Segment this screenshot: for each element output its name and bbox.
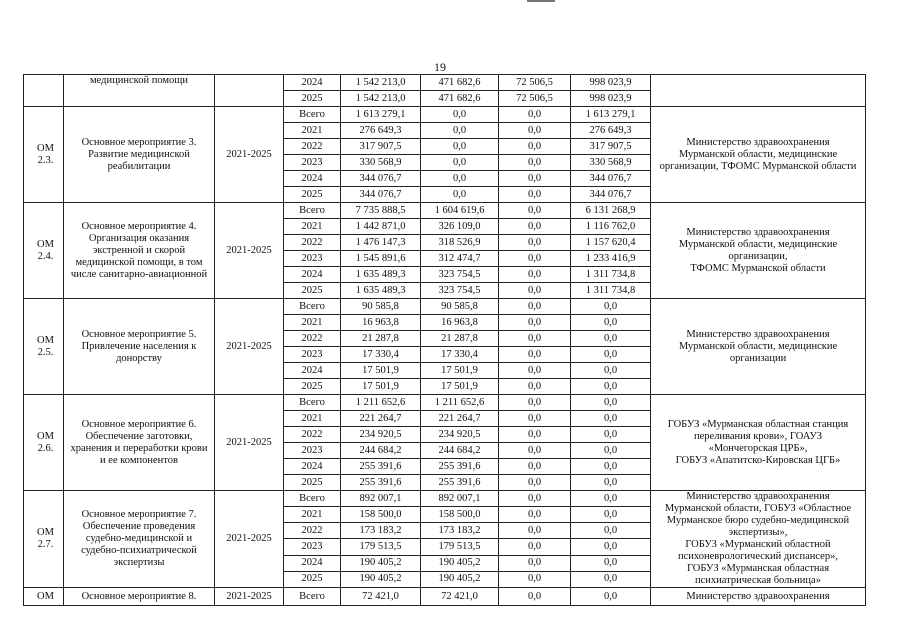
regional-cell: 0,0 [499, 315, 571, 331]
regional-cell: 0,0 [499, 427, 571, 443]
year-cell: Всего [284, 491, 341, 507]
federal-cell: 0,0 [421, 107, 499, 123]
executor-cell: ГОБУЗ «Мурманская областная станция переливания крови», ГОАУЗ «Мончегорская ЦРБ», ГОБУЗ «Апатитско-Кировская ЦГБ» [651, 395, 866, 491]
activity-name-cell: медицинской помощи [64, 75, 215, 107]
activity-name-cell: Основное мероприятие 4. Организация оказания экстренной и скорой медицинской помощи, в том числе санитарно-авиационной [64, 203, 215, 299]
other-cell: 0,0 [571, 491, 651, 507]
total-cell: 255 391,6 [341, 475, 421, 491]
regional-cell: 0,0 [499, 379, 571, 395]
federal-cell: 0,0 [421, 187, 499, 203]
total-cell: 1 635 489,3 [341, 283, 421, 299]
other-cell: 0,0 [571, 331, 651, 347]
table-body [24, 75, 866, 606]
federal-cell: 312 474,7 [421, 251, 499, 267]
other-cell: 0,0 [571, 475, 651, 491]
other-cell: 0,0 [571, 363, 651, 379]
year-cell: 2024 [284, 363, 341, 379]
regional-cell: 0,0 [499, 395, 571, 411]
year-cell: 2025 [284, 283, 341, 299]
code-cell: ОМ 2.7. [24, 491, 64, 588]
other-cell: 0,0 [571, 395, 651, 411]
federal-cell: 326 109,0 [421, 219, 499, 235]
year-cell: 2021 [284, 507, 341, 523]
year-cell: 2022 [284, 331, 341, 347]
year-cell: 2024 [284, 555, 341, 571]
regional-cell: 0,0 [499, 555, 571, 571]
year-cell: 2022 [284, 139, 341, 155]
other-cell: 0,0 [571, 427, 651, 443]
regional-cell: 0,0 [499, 411, 571, 427]
other-cell: 0,0 [571, 555, 651, 571]
regional-cell: 0,0 [499, 363, 571, 379]
other-cell: 0,0 [571, 299, 651, 315]
federal-cell: 72 421,0 [421, 588, 499, 606]
other-cell: 276 649,3 [571, 123, 651, 139]
year-cell: 2023 [284, 539, 341, 555]
total-cell: 344 076,7 [341, 187, 421, 203]
code-cell: ОМ [24, 588, 64, 606]
other-cell: 0,0 [571, 379, 651, 395]
federal-cell: 0,0 [421, 123, 499, 139]
other-cell: 998 023,9 [571, 91, 651, 107]
regional-cell: 0,0 [499, 299, 571, 315]
regional-cell: 0,0 [499, 187, 571, 203]
total-cell: 90 585,8 [341, 299, 421, 315]
regional-cell: 0,0 [499, 523, 571, 539]
regional-cell: 0,0 [499, 171, 571, 187]
federal-cell: 16 963,8 [421, 315, 499, 331]
regional-cell: 0,0 [499, 283, 571, 299]
year-cell: 2025 [284, 475, 341, 491]
regional-cell: 0,0 [499, 539, 571, 555]
period-cell: 2021-2025 [215, 299, 284, 395]
other-cell: 6 131 268,9 [571, 203, 651, 219]
total-cell: 17 501,9 [341, 363, 421, 379]
regional-cell: 0,0 [499, 443, 571, 459]
other-cell: 330 568,9 [571, 155, 651, 171]
regional-cell: 0,0 [499, 491, 571, 507]
year-cell: 2025 [284, 91, 341, 107]
other-cell: 0,0 [571, 347, 651, 363]
regional-cell: 0,0 [499, 123, 571, 139]
total-cell: 1 211 652,6 [341, 395, 421, 411]
other-cell: 0,0 [571, 459, 651, 475]
table-row [24, 491, 866, 507]
year-cell: 2021 [284, 219, 341, 235]
total-cell: 1 476 147,3 [341, 235, 421, 251]
year-cell: 2022 [284, 523, 341, 539]
year-cell: 2024 [284, 75, 341, 91]
federal-cell: 244 684,2 [421, 443, 499, 459]
other-cell: 0,0 [571, 588, 651, 606]
year-cell: 2023 [284, 347, 341, 363]
total-cell: 1 542 213,0 [341, 91, 421, 107]
regional-cell: 72 506,5 [499, 91, 571, 107]
federal-cell: 255 391,6 [421, 475, 499, 491]
total-cell: 17 501,9 [341, 379, 421, 395]
regional-cell: 0,0 [499, 347, 571, 363]
period-cell [215, 75, 284, 107]
period-cell: 2021-2025 [215, 107, 284, 203]
total-cell: 330 568,9 [341, 155, 421, 171]
table-row [24, 203, 866, 219]
federal-cell: 190 405,2 [421, 571, 499, 587]
year-cell: 2023 [284, 251, 341, 267]
federal-cell: 471 682,6 [421, 91, 499, 107]
executor-cell: Министерство здравоохранения Мурманской области, ГОБУЗ «Областное Мурманское бюро судебно-медицинской экспертизы», ГОБУЗ «Мурманский областной психоневрологический диспансер», ГОБУЗ «Мурманская областная психиатрическая больница» [651, 491, 866, 588]
total-cell: 244 684,2 [341, 443, 421, 459]
regional-cell: 0,0 [499, 139, 571, 155]
total-cell: 1 542 213,0 [341, 75, 421, 91]
other-cell: 344 076,7 [571, 171, 651, 187]
year-cell: Всего [284, 203, 341, 219]
total-cell: 234 920,5 [341, 427, 421, 443]
federal-cell: 221 264,7 [421, 411, 499, 427]
regional-cell: 0,0 [499, 267, 571, 283]
federal-cell: 0,0 [421, 155, 499, 171]
year-cell: 2024 [284, 459, 341, 475]
other-cell: 344 076,7 [571, 187, 651, 203]
total-cell: 190 405,2 [341, 555, 421, 571]
other-cell: 317 907,5 [571, 139, 651, 155]
code-cell: ОМ 2.3. [24, 107, 64, 203]
year-cell: 2021 [284, 315, 341, 331]
table-row [24, 75, 866, 91]
federal-cell: 0,0 [421, 139, 499, 155]
other-cell: 0,0 [571, 571, 651, 587]
total-cell: 1 613 279,1 [341, 107, 421, 123]
total-cell: 276 649,3 [341, 123, 421, 139]
code-cell: ОМ 2.6. [24, 395, 64, 491]
total-cell: 892 007,1 [341, 491, 421, 507]
federal-cell: 323 754,5 [421, 267, 499, 283]
activity-name-cell: Основное мероприятие 3. Развитие медицинской реабилитации [64, 107, 215, 203]
total-cell: 72 421,0 [341, 588, 421, 606]
year-cell: 2022 [284, 427, 341, 443]
federal-cell: 17 501,9 [421, 363, 499, 379]
federal-cell: 90 585,8 [421, 299, 499, 315]
table-row [24, 588, 866, 606]
regional-cell: 0,0 [499, 571, 571, 587]
page-number: 19 [434, 60, 446, 74]
regional-cell: 72 506,5 [499, 75, 571, 91]
total-cell: 21 287,8 [341, 331, 421, 347]
federal-cell: 17 330,4 [421, 347, 499, 363]
year-cell: Всего [284, 299, 341, 315]
regional-cell: 0,0 [499, 331, 571, 347]
year-cell: 2025 [284, 187, 341, 203]
period-cell: 2021-2025 [215, 588, 284, 606]
executor-cell: Министерство здравоохранения Мурманской области, медицинские организации [651, 299, 866, 395]
year-cell: 2025 [284, 571, 341, 587]
executor-cell: Министерство здравоохранения Мурманской области, медицинские организации, ТФОМС Мурманской области [651, 203, 866, 299]
regional-cell: 0,0 [499, 107, 571, 123]
period-cell: 2021-2025 [215, 203, 284, 299]
executor-cell [651, 75, 866, 107]
code-cell: ОМ 2.4. [24, 203, 64, 299]
total-cell: 255 391,6 [341, 459, 421, 475]
year-cell: 2023 [284, 155, 341, 171]
other-cell: 1 311 734,8 [571, 267, 651, 283]
year-cell: 2025 [284, 379, 341, 395]
year-cell: 2023 [284, 443, 341, 459]
activity-name-cell: Основное мероприятие 5. Привлечение населения к донорству [64, 299, 215, 395]
year-cell: 2024 [284, 171, 341, 187]
regional-cell: 0,0 [499, 588, 571, 606]
regional-cell: 0,0 [499, 507, 571, 523]
federal-cell: 190 405,2 [421, 555, 499, 571]
total-cell: 221 264,7 [341, 411, 421, 427]
total-cell: 179 513,5 [341, 539, 421, 555]
total-cell: 173 183,2 [341, 523, 421, 539]
year-cell: 2022 [284, 235, 341, 251]
total-cell: 344 076,7 [341, 171, 421, 187]
federal-cell: 234 920,5 [421, 427, 499, 443]
year-cell: 2024 [284, 267, 341, 283]
period-cell: 2021-2025 [215, 491, 284, 588]
regional-cell: 0,0 [499, 235, 571, 251]
code-cell [24, 75, 64, 107]
federal-cell: 17 501,9 [421, 379, 499, 395]
other-cell: 1 116 762,0 [571, 219, 651, 235]
regional-cell: 0,0 [499, 219, 571, 235]
activity-name-cell: Основное мероприятие 6. Обеспечение заготовки, хранения и переработки крови и ее компонентов [64, 395, 215, 491]
table-row [24, 395, 866, 411]
total-cell: 1 442 871,0 [341, 219, 421, 235]
budget-table [23, 74, 866, 606]
regional-cell: 0,0 [499, 251, 571, 267]
code-cell: ОМ 2.5. [24, 299, 64, 395]
federal-cell: 0,0 [421, 171, 499, 187]
other-cell: 0,0 [571, 539, 651, 555]
other-cell: 0,0 [571, 411, 651, 427]
total-cell: 158 500,0 [341, 507, 421, 523]
other-cell: 1 613 279,1 [571, 107, 651, 123]
year-cell: 2021 [284, 411, 341, 427]
regional-cell: 0,0 [499, 155, 571, 171]
year-cell: Всего [284, 107, 341, 123]
federal-cell: 471 682,6 [421, 75, 499, 91]
total-cell: 317 907,5 [341, 139, 421, 155]
regional-cell: 0,0 [499, 459, 571, 475]
total-cell: 17 330,4 [341, 347, 421, 363]
regional-cell: 0,0 [499, 203, 571, 219]
federal-cell: 323 754,5 [421, 283, 499, 299]
federal-cell: 255 391,6 [421, 459, 499, 475]
other-cell: 998 023,9 [571, 75, 651, 91]
federal-cell: 21 287,8 [421, 331, 499, 347]
other-cell: 1 233 416,9 [571, 251, 651, 267]
federal-cell: 1 211 652,6 [421, 395, 499, 411]
total-cell: 190 405,2 [341, 571, 421, 587]
year-cell: 2021 [284, 123, 341, 139]
federal-cell: 158 500,0 [421, 507, 499, 523]
federal-cell: 892 007,1 [421, 491, 499, 507]
other-cell: 0,0 [571, 315, 651, 331]
total-cell: 16 963,8 [341, 315, 421, 331]
total-cell: 1 635 489,3 [341, 267, 421, 283]
period-cell: 2021-2025 [215, 395, 284, 491]
other-cell: 1 157 620,4 [571, 235, 651, 251]
activity-name-cell: Основное мероприятие 7. Обеспечение проведения судебно-медицинской и судебно-психиатрической экспертизы [64, 491, 215, 588]
total-cell: 1 545 891,6 [341, 251, 421, 267]
scan-top-mark [527, 0, 555, 2]
other-cell: 0,0 [571, 523, 651, 539]
year-cell: Всего [284, 588, 341, 606]
activity-name-cell: Основное мероприятие 8. [64, 588, 215, 606]
table-row [24, 107, 866, 123]
regional-cell: 0,0 [499, 475, 571, 491]
other-cell: 0,0 [571, 507, 651, 523]
total-cell: 7 735 888,5 [341, 203, 421, 219]
other-cell: 0,0 [571, 443, 651, 459]
executor-cell: Министерство здравоохранения [651, 588, 866, 606]
federal-cell: 179 513,5 [421, 539, 499, 555]
table-row [24, 299, 866, 315]
executor-cell: Министерство здравоохранения Мурманской области, медицинские организации, ТФОМС Мурманской области [651, 107, 866, 203]
year-cell: Всего [284, 395, 341, 411]
federal-cell: 318 526,9 [421, 235, 499, 251]
federal-cell: 173 183,2 [421, 523, 499, 539]
federal-cell: 1 604 619,6 [421, 203, 499, 219]
other-cell: 1 311 734,8 [571, 283, 651, 299]
